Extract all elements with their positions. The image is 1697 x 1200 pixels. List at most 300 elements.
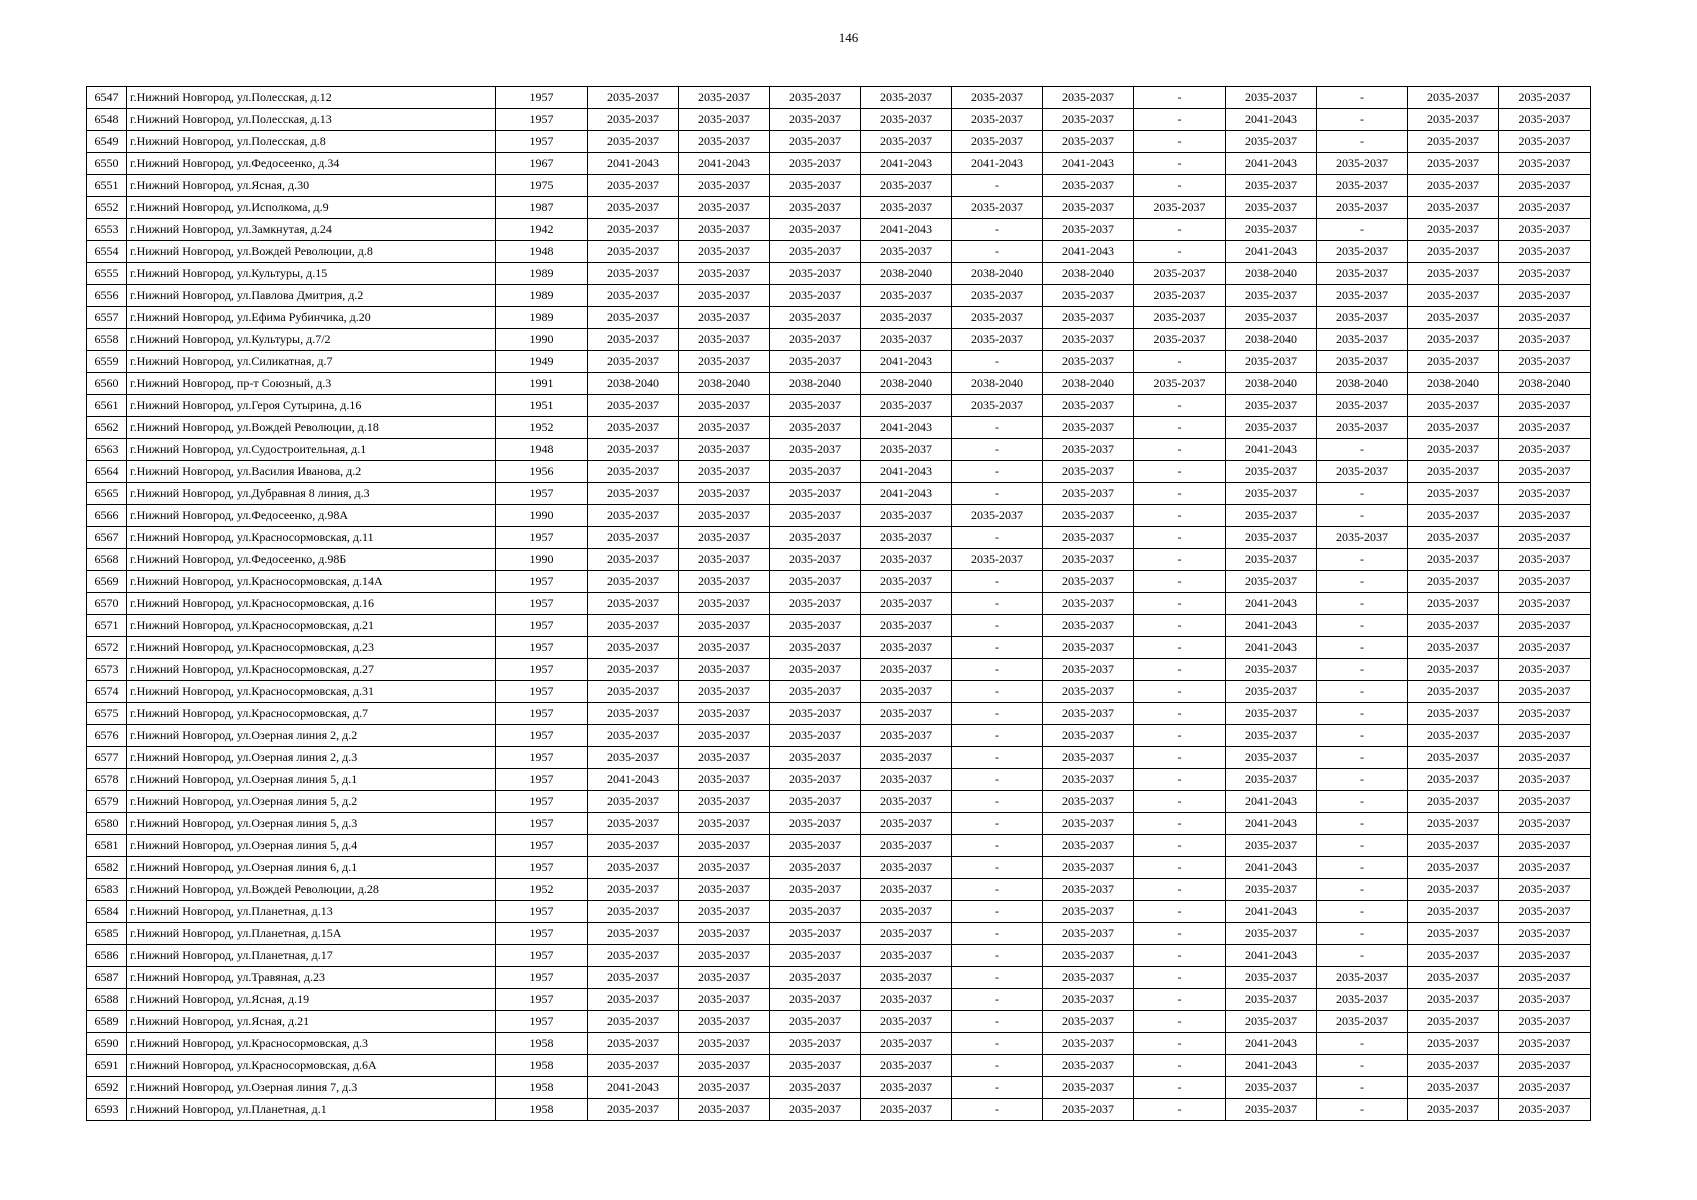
table-row bbox=[87, 417, 1591, 439]
period-cell-9: 2035-2037 bbox=[1317, 395, 1408, 417]
period-cell-7: - bbox=[1134, 989, 1226, 1011]
table-row bbox=[87, 659, 1591, 681]
address-cell: г.Нижний Новгород, ул.Ясная, д.21 bbox=[127, 1011, 496, 1033]
period-cell-4: 2035-2037 bbox=[861, 703, 952, 725]
period-cell-5: - bbox=[952, 791, 1043, 813]
period-cell-9: - bbox=[1317, 219, 1408, 241]
period-cell-11: 2035-2037 bbox=[1499, 813, 1591, 835]
period-cell-8: 2035-2037 bbox=[1226, 1077, 1317, 1099]
period-cell-9: 2035-2037 bbox=[1317, 351, 1408, 373]
period-cell-7: 2035-2037 bbox=[1134, 263, 1226, 285]
period-cell-4: 2035-2037 bbox=[861, 1033, 952, 1055]
period-cell-5: - bbox=[952, 527, 1043, 549]
period-cell-4: 2041-2043 bbox=[861, 351, 952, 373]
period-cell-4: 2035-2037 bbox=[861, 791, 952, 813]
period-cell-7: - bbox=[1134, 571, 1226, 593]
period-cell-6: 2035-2037 bbox=[1043, 1099, 1134, 1121]
address-cell: г.Нижний Новгород, ул.Травяная, д.23 bbox=[127, 967, 496, 989]
period-cell-8: 2035-2037 bbox=[1226, 989, 1317, 1011]
period-cell-9: - bbox=[1317, 923, 1408, 945]
row-number-cell: 6547 bbox=[87, 87, 127, 109]
period-cell-10: 2035-2037 bbox=[1408, 1077, 1499, 1099]
period-cell-5: - bbox=[952, 175, 1043, 197]
period-cell-8: 2035-2037 bbox=[1226, 131, 1317, 153]
period-cell-11: 2035-2037 bbox=[1499, 219, 1591, 241]
year-built-cell: 1957 bbox=[496, 131, 588, 153]
table-body bbox=[87, 87, 1591, 1121]
period-cell-10: 2035-2037 bbox=[1408, 989, 1499, 1011]
period-cell-11: 2035-2037 bbox=[1499, 703, 1591, 725]
address-cell: г.Нижний Новгород, ул.Красносормовская, д.27 bbox=[127, 659, 496, 681]
period-cell-8: 2041-2043 bbox=[1226, 1033, 1317, 1055]
year-built-cell: 1957 bbox=[496, 967, 588, 989]
period-cell-10: 2035-2037 bbox=[1408, 1011, 1499, 1033]
period-cell-9: - bbox=[1317, 747, 1408, 769]
period-cell-6: 2035-2037 bbox=[1043, 879, 1134, 901]
year-built-cell: 1957 bbox=[496, 857, 588, 879]
address-cell: г.Нижний Новгород, ул.Озерная линия 2, д.3 bbox=[127, 747, 496, 769]
period-cell-6: 2035-2037 bbox=[1043, 131, 1134, 153]
period-cell-8: 2041-2043 bbox=[1226, 901, 1317, 923]
period-cell-1: 2035-2037 bbox=[588, 791, 679, 813]
period-cell-2: 2035-2037 bbox=[679, 263, 770, 285]
row-number-cell: 6587 bbox=[87, 967, 127, 989]
period-cell-9: 2035-2037 bbox=[1317, 461, 1408, 483]
address-cell: г.Нижний Новгород, ул.Красносормовская, д.16 bbox=[127, 593, 496, 615]
period-cell-7: - bbox=[1134, 153, 1226, 175]
year-built-cell: 1987 bbox=[496, 197, 588, 219]
period-cell-6: 2035-2037 bbox=[1043, 571, 1134, 593]
period-cell-3: 2035-2037 bbox=[770, 1055, 861, 1077]
row-number-cell: 6578 bbox=[87, 769, 127, 791]
period-cell-1: 2035-2037 bbox=[588, 879, 679, 901]
table-row bbox=[87, 241, 1591, 263]
period-cell-5: 2035-2037 bbox=[952, 329, 1043, 351]
table-row bbox=[87, 1033, 1591, 1055]
period-cell-2: 2035-2037 bbox=[679, 989, 770, 1011]
period-cell-3: 2035-2037 bbox=[770, 813, 861, 835]
address-cell: г.Нижний Новгород, ул.Планетная, д.17 bbox=[127, 945, 496, 967]
table-row bbox=[87, 461, 1591, 483]
period-cell-6: 2035-2037 bbox=[1043, 549, 1134, 571]
row-number-cell: 6581 bbox=[87, 835, 127, 857]
period-cell-11: 2035-2037 bbox=[1499, 681, 1591, 703]
period-cell-10: 2035-2037 bbox=[1408, 219, 1499, 241]
period-cell-2: 2035-2037 bbox=[679, 703, 770, 725]
period-cell-5: - bbox=[952, 241, 1043, 263]
row-number-cell: 6569 bbox=[87, 571, 127, 593]
table-row bbox=[87, 285, 1591, 307]
period-cell-2: 2035-2037 bbox=[679, 439, 770, 461]
period-cell-9: 2035-2037 bbox=[1317, 967, 1408, 989]
table-row bbox=[87, 967, 1591, 989]
address-cell: г.Нижний Новгород, ул.Полесская, д.13 bbox=[127, 109, 496, 131]
row-number-cell: 6559 bbox=[87, 351, 127, 373]
year-built-cell: 1951 bbox=[496, 395, 588, 417]
period-cell-2: 2035-2037 bbox=[679, 1099, 770, 1121]
table-row bbox=[87, 351, 1591, 373]
period-cell-7: - bbox=[1134, 219, 1226, 241]
table-row bbox=[87, 1099, 1591, 1121]
period-cell-3: 2035-2037 bbox=[770, 967, 861, 989]
period-cell-1: 2041-2043 bbox=[588, 769, 679, 791]
row-number-cell: 6591 bbox=[87, 1055, 127, 1077]
period-cell-9: - bbox=[1317, 131, 1408, 153]
period-cell-8: 2035-2037 bbox=[1226, 967, 1317, 989]
period-cell-4: 2035-2037 bbox=[861, 901, 952, 923]
year-built-cell: 1967 bbox=[496, 153, 588, 175]
period-cell-2: 2035-2037 bbox=[679, 835, 770, 857]
address-cell: г.Нижний Новгород, ул.Ясная, д.30 bbox=[127, 175, 496, 197]
period-cell-5: 2041-2043 bbox=[952, 153, 1043, 175]
period-cell-6: 2035-2037 bbox=[1043, 395, 1134, 417]
period-cell-2: 2035-2037 bbox=[679, 131, 770, 153]
period-cell-11: 2035-2037 bbox=[1499, 615, 1591, 637]
period-cell-10: 2035-2037 bbox=[1408, 747, 1499, 769]
address-cell: г.Нижний Новгород, ул.Замкнутая, д.24 bbox=[127, 219, 496, 241]
period-cell-1: 2038-2040 bbox=[588, 373, 679, 395]
row-number-cell: 6557 bbox=[87, 307, 127, 329]
period-cell-9: 2035-2037 bbox=[1317, 527, 1408, 549]
address-cell: г.Нижний Новгород, ул.Красносормовская, д.23 bbox=[127, 637, 496, 659]
table-row bbox=[87, 901, 1591, 923]
period-cell-6: 2035-2037 bbox=[1043, 747, 1134, 769]
period-cell-7: - bbox=[1134, 615, 1226, 637]
period-cell-6: 2035-2037 bbox=[1043, 1055, 1134, 1077]
row-number-cell: 6584 bbox=[87, 901, 127, 923]
period-cell-11: 2035-2037 bbox=[1499, 1033, 1591, 1055]
period-cell-2: 2035-2037 bbox=[679, 549, 770, 571]
period-cell-1: 2035-2037 bbox=[588, 1099, 679, 1121]
period-cell-7: - bbox=[1134, 505, 1226, 527]
period-cell-11: 2035-2037 bbox=[1499, 1055, 1591, 1077]
address-cell: г.Нижний Новгород, ул.Красносормовская, д.11 bbox=[127, 527, 496, 549]
period-cell-6: 2035-2037 bbox=[1043, 483, 1134, 505]
table-row bbox=[87, 747, 1591, 769]
period-cell-1: 2035-2037 bbox=[588, 637, 679, 659]
period-cell-10: 2035-2037 bbox=[1408, 791, 1499, 813]
period-cell-3: 2035-2037 bbox=[770, 175, 861, 197]
period-cell-8: 2035-2037 bbox=[1226, 835, 1317, 857]
period-cell-1: 2035-2037 bbox=[588, 703, 679, 725]
period-cell-9: 2035-2037 bbox=[1317, 329, 1408, 351]
period-cell-11: 2035-2037 bbox=[1499, 659, 1591, 681]
period-cell-8: 2035-2037 bbox=[1226, 659, 1317, 681]
period-cell-1: 2035-2037 bbox=[588, 417, 679, 439]
table-row bbox=[87, 109, 1591, 131]
row-number-cell: 6568 bbox=[87, 549, 127, 571]
period-cell-1: 2035-2037 bbox=[588, 483, 679, 505]
period-cell-8: 2035-2037 bbox=[1226, 219, 1317, 241]
row-number-cell: 6548 bbox=[87, 109, 127, 131]
year-built-cell: 1942 bbox=[496, 219, 588, 241]
period-cell-11: 2035-2037 bbox=[1499, 571, 1591, 593]
period-cell-6: 2035-2037 bbox=[1043, 197, 1134, 219]
period-cell-9: - bbox=[1317, 813, 1408, 835]
period-cell-3: 2035-2037 bbox=[770, 395, 861, 417]
table-row bbox=[87, 1077, 1591, 1099]
period-cell-5: - bbox=[952, 923, 1043, 945]
period-cell-6: 2035-2037 bbox=[1043, 417, 1134, 439]
year-built-cell: 1958 bbox=[496, 1033, 588, 1055]
period-cell-2: 2035-2037 bbox=[679, 747, 770, 769]
period-cell-8: 2041-2043 bbox=[1226, 791, 1317, 813]
period-cell-10: 2035-2037 bbox=[1408, 285, 1499, 307]
period-cell-9: - bbox=[1317, 1055, 1408, 1077]
period-cell-8: 2035-2037 bbox=[1226, 483, 1317, 505]
period-cell-7: - bbox=[1134, 945, 1226, 967]
period-cell-4: 2041-2043 bbox=[861, 153, 952, 175]
row-number-cell: 6555 bbox=[87, 263, 127, 285]
period-cell-10: 2035-2037 bbox=[1408, 461, 1499, 483]
period-cell-5: - bbox=[952, 989, 1043, 1011]
period-cell-9: - bbox=[1317, 571, 1408, 593]
period-cell-4: 2035-2037 bbox=[861, 307, 952, 329]
period-cell-5: - bbox=[952, 461, 1043, 483]
period-cell-5: - bbox=[952, 637, 1043, 659]
table-row bbox=[87, 131, 1591, 153]
period-cell-2: 2035-2037 bbox=[679, 967, 770, 989]
period-cell-10: 2035-2037 bbox=[1408, 483, 1499, 505]
period-cell-11: 2035-2037 bbox=[1499, 87, 1591, 109]
period-cell-10: 2035-2037 bbox=[1408, 857, 1499, 879]
period-cell-11: 2035-2037 bbox=[1499, 329, 1591, 351]
period-cell-9: 2035-2037 bbox=[1317, 197, 1408, 219]
period-cell-10: 2035-2037 bbox=[1408, 703, 1499, 725]
period-cell-7: - bbox=[1134, 747, 1226, 769]
period-cell-4: 2035-2037 bbox=[861, 329, 952, 351]
year-built-cell: 1957 bbox=[496, 945, 588, 967]
period-cell-4: 2041-2043 bbox=[861, 219, 952, 241]
period-cell-7: - bbox=[1134, 109, 1226, 131]
period-cell-4: 2035-2037 bbox=[861, 87, 952, 109]
period-cell-4: 2041-2043 bbox=[861, 461, 952, 483]
period-cell-2: 2035-2037 bbox=[679, 241, 770, 263]
period-cell-4: 2035-2037 bbox=[861, 109, 952, 131]
period-cell-5: - bbox=[952, 945, 1043, 967]
address-cell: г.Нижний Новгород, ул.Красносормовская, д.31 bbox=[127, 681, 496, 703]
period-cell-1: 2035-2037 bbox=[588, 923, 679, 945]
period-cell-7: - bbox=[1134, 241, 1226, 263]
period-cell-8: 2041-2043 bbox=[1226, 1055, 1317, 1077]
period-cell-7: - bbox=[1134, 1011, 1226, 1033]
period-cell-11: 2035-2037 bbox=[1499, 417, 1591, 439]
period-cell-3: 2035-2037 bbox=[770, 725, 861, 747]
period-cell-10: 2035-2037 bbox=[1408, 351, 1499, 373]
period-cell-8: 2041-2043 bbox=[1226, 813, 1317, 835]
period-cell-6: 2035-2037 bbox=[1043, 945, 1134, 967]
period-cell-10: 2035-2037 bbox=[1408, 1099, 1499, 1121]
period-cell-7: - bbox=[1134, 175, 1226, 197]
period-cell-2: 2041-2043 bbox=[679, 153, 770, 175]
year-built-cell: 1957 bbox=[496, 483, 588, 505]
table-row bbox=[87, 87, 1591, 109]
period-cell-7: 2035-2037 bbox=[1134, 329, 1226, 351]
period-cell-2: 2035-2037 bbox=[679, 175, 770, 197]
period-cell-4: 2035-2037 bbox=[861, 615, 952, 637]
row-number-cell: 6566 bbox=[87, 505, 127, 527]
period-cell-7: - bbox=[1134, 637, 1226, 659]
year-built-cell: 1991 bbox=[496, 373, 588, 395]
period-cell-5: 2038-2040 bbox=[952, 373, 1043, 395]
address-cell: г.Нижний Новгород, пр-т Союзный, д.3 bbox=[127, 373, 496, 395]
period-cell-8: 2035-2037 bbox=[1226, 923, 1317, 945]
period-cell-5: - bbox=[952, 439, 1043, 461]
period-cell-2: 2035-2037 bbox=[679, 285, 770, 307]
period-cell-11: 2035-2037 bbox=[1499, 549, 1591, 571]
period-cell-1: 2035-2037 bbox=[588, 439, 679, 461]
period-cell-8: 2035-2037 bbox=[1226, 87, 1317, 109]
period-cell-3: 2035-2037 bbox=[770, 87, 861, 109]
row-number-cell: 6563 bbox=[87, 439, 127, 461]
period-cell-7: 2035-2037 bbox=[1134, 373, 1226, 395]
table-row bbox=[87, 681, 1591, 703]
period-cell-6: 2038-2040 bbox=[1043, 263, 1134, 285]
period-cell-3: 2035-2037 bbox=[770, 241, 861, 263]
period-cell-10: 2035-2037 bbox=[1408, 329, 1499, 351]
period-cell-3: 2038-2040 bbox=[770, 373, 861, 395]
period-cell-10: 2035-2037 bbox=[1408, 923, 1499, 945]
period-cell-1: 2035-2037 bbox=[588, 285, 679, 307]
period-cell-1: 2035-2037 bbox=[588, 593, 679, 615]
address-cell: г.Нижний Новгород, ул.Озерная линия 5, д.1 bbox=[127, 769, 496, 791]
period-cell-4: 2035-2037 bbox=[861, 769, 952, 791]
period-cell-3: 2035-2037 bbox=[770, 219, 861, 241]
period-cell-10: 2035-2037 bbox=[1408, 725, 1499, 747]
period-cell-5: 2035-2037 bbox=[952, 505, 1043, 527]
page-number: 146 bbox=[838, 30, 859, 45]
row-number-cell: 6589 bbox=[87, 1011, 127, 1033]
period-cell-2: 2035-2037 bbox=[679, 1055, 770, 1077]
address-cell: г.Нижний Новгород, ул.Полесская, д.8 bbox=[127, 131, 496, 153]
year-built-cell: 1990 bbox=[496, 549, 588, 571]
table-row bbox=[87, 637, 1591, 659]
period-cell-11: 2035-2037 bbox=[1499, 439, 1591, 461]
period-cell-5: - bbox=[952, 725, 1043, 747]
address-cell: г.Нижний Новгород, ул.Героя Сутырина, д.16 bbox=[127, 395, 496, 417]
row-number-cell: 6593 bbox=[87, 1099, 127, 1121]
address-cell: г.Нижний Новгород, ул.Культуры, д.7/2 bbox=[127, 329, 496, 351]
period-cell-7: - bbox=[1134, 593, 1226, 615]
period-cell-5: 2035-2037 bbox=[952, 285, 1043, 307]
period-cell-3: 2035-2037 bbox=[770, 681, 861, 703]
period-cell-2: 2035-2037 bbox=[679, 857, 770, 879]
period-cell-11: 2035-2037 bbox=[1499, 263, 1591, 285]
period-cell-6: 2035-2037 bbox=[1043, 175, 1134, 197]
year-built-cell: 1957 bbox=[496, 527, 588, 549]
period-cell-9: - bbox=[1317, 901, 1408, 923]
period-cell-9: - bbox=[1317, 87, 1408, 109]
year-built-cell: 1949 bbox=[496, 351, 588, 373]
table-row bbox=[87, 373, 1591, 395]
year-built-cell: 1958 bbox=[496, 1055, 588, 1077]
period-cell-7: - bbox=[1134, 813, 1226, 835]
period-cell-8: 2035-2037 bbox=[1226, 681, 1317, 703]
row-number-cell: 6554 bbox=[87, 241, 127, 263]
period-cell-6: 2035-2037 bbox=[1043, 615, 1134, 637]
period-cell-4: 2038-2040 bbox=[861, 263, 952, 285]
period-cell-8: 2038-2040 bbox=[1226, 373, 1317, 395]
period-cell-10: 2035-2037 bbox=[1408, 637, 1499, 659]
period-cell-1: 2035-2037 bbox=[588, 87, 679, 109]
period-cell-11: 2035-2037 bbox=[1499, 835, 1591, 857]
period-cell-1: 2035-2037 bbox=[588, 615, 679, 637]
year-built-cell: 1957 bbox=[496, 659, 588, 681]
period-cell-2: 2035-2037 bbox=[679, 417, 770, 439]
table-row bbox=[87, 615, 1591, 637]
period-cell-11: 2035-2037 bbox=[1499, 153, 1591, 175]
year-built-cell: 1989 bbox=[496, 285, 588, 307]
row-number-cell: 6562 bbox=[87, 417, 127, 439]
period-cell-4: 2035-2037 bbox=[861, 637, 952, 659]
period-cell-10: 2035-2037 bbox=[1408, 1055, 1499, 1077]
period-cell-6: 2038-2040 bbox=[1043, 373, 1134, 395]
period-cell-3: 2035-2037 bbox=[770, 593, 861, 615]
period-cell-11: 2035-2037 bbox=[1499, 593, 1591, 615]
period-cell-4: 2035-2037 bbox=[861, 241, 952, 263]
address-cell: г.Нижний Новгород, ул.Озерная линия 5, д.2 bbox=[127, 791, 496, 813]
period-cell-7: - bbox=[1134, 725, 1226, 747]
period-cell-3: 2035-2037 bbox=[770, 351, 861, 373]
address-cell: г.Нижний Новгород, ул.Красносормовская, д.3 bbox=[127, 1033, 496, 1055]
period-cell-11: 2035-2037 bbox=[1499, 879, 1591, 901]
period-cell-6: 2035-2037 bbox=[1043, 967, 1134, 989]
year-built-cell: 1957 bbox=[496, 109, 588, 131]
period-cell-4: 2035-2037 bbox=[861, 879, 952, 901]
period-cell-8: 2035-2037 bbox=[1226, 527, 1317, 549]
row-number-cell: 6550 bbox=[87, 153, 127, 175]
year-built-cell: 1957 bbox=[496, 923, 588, 945]
period-cell-9: 2035-2037 bbox=[1317, 285, 1408, 307]
period-cell-5: - bbox=[952, 747, 1043, 769]
period-cell-4: 2035-2037 bbox=[861, 571, 952, 593]
period-cell-2: 2035-2037 bbox=[679, 483, 770, 505]
period-cell-3: 2035-2037 bbox=[770, 615, 861, 637]
period-cell-5: - bbox=[952, 659, 1043, 681]
address-cell: г.Нижний Новгород, ул.Дубравная 8 линия, д.3 bbox=[127, 483, 496, 505]
period-cell-2: 2035-2037 bbox=[679, 1077, 770, 1099]
row-number-cell: 6552 bbox=[87, 197, 127, 219]
period-cell-5: - bbox=[952, 769, 1043, 791]
period-cell-5: - bbox=[952, 1099, 1043, 1121]
period-cell-5: - bbox=[952, 351, 1043, 373]
row-number-cell: 6564 bbox=[87, 461, 127, 483]
address-cell: г.Нижний Новгород, ул.Вождей Революции, д.8 bbox=[127, 241, 496, 263]
year-built-cell: 1957 bbox=[496, 835, 588, 857]
period-cell-9: - bbox=[1317, 703, 1408, 725]
period-cell-5: - bbox=[952, 219, 1043, 241]
period-cell-4: 2035-2037 bbox=[861, 593, 952, 615]
period-cell-6: 2035-2037 bbox=[1043, 989, 1134, 1011]
period-cell-7: - bbox=[1134, 879, 1226, 901]
address-cell: г.Нижний Новгород, ул.Планетная, д.13 bbox=[127, 901, 496, 923]
period-cell-5: 2035-2037 bbox=[952, 87, 1043, 109]
period-cell-3: 2035-2037 bbox=[770, 131, 861, 153]
period-cell-11: 2035-2037 bbox=[1499, 901, 1591, 923]
year-built-cell: 1957 bbox=[496, 681, 588, 703]
period-cell-10: 2035-2037 bbox=[1408, 263, 1499, 285]
period-cell-5: 2035-2037 bbox=[952, 197, 1043, 219]
period-cell-1: 2035-2037 bbox=[588, 901, 679, 923]
period-cell-3: 2035-2037 bbox=[770, 857, 861, 879]
row-number-cell: 6586 bbox=[87, 945, 127, 967]
period-cell-1: 2035-2037 bbox=[588, 197, 679, 219]
address-cell: г.Нижний Новгород, ул.Красносормовская, д.7 bbox=[127, 703, 496, 725]
row-number-cell: 6585 bbox=[87, 923, 127, 945]
period-cell-11: 2035-2037 bbox=[1499, 1077, 1591, 1099]
period-cell-8: 2035-2037 bbox=[1226, 285, 1317, 307]
period-cell-11: 2035-2037 bbox=[1499, 307, 1591, 329]
